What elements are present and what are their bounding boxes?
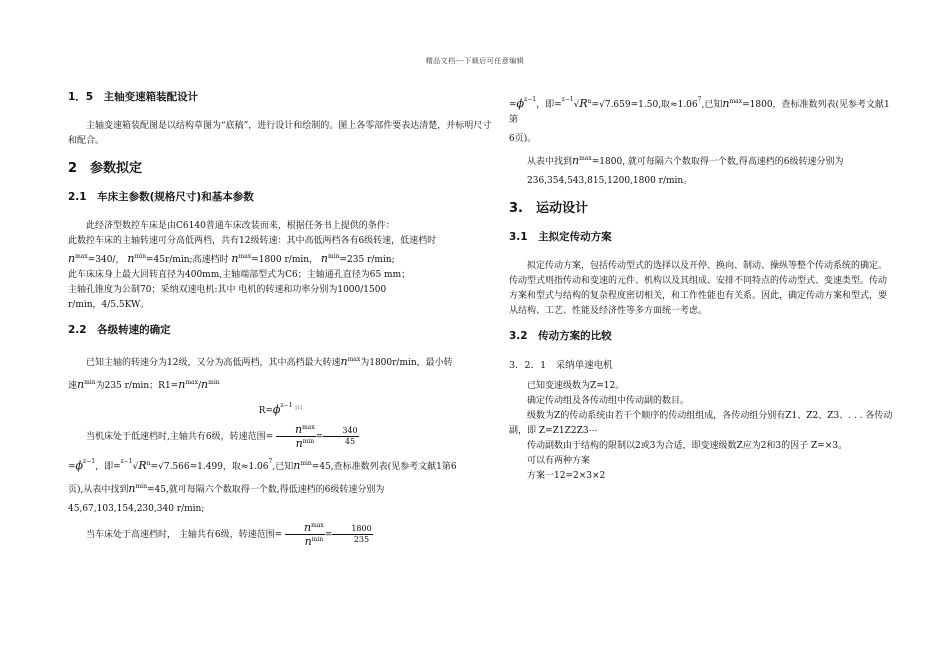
section-1-5-body: 主轴变速箱装配图是以结构草图为“底稿”，进行设计和绘制的。图上各零部件要表达清楚，并标明尺寸和配合。 <box>68 121 492 146</box>
fraction: $\frac{1800}{235}$ <box>332 524 372 545</box>
paragraph: 6页)。 <box>509 134 537 144</box>
low-speed-ratio: $=\phi^{z-1}$，即$=^{z-1}√R^n=√7.566=1.499$，取$\approx 1.06^7$,已知$n^{min}=45$,查标准数列表(见参考文献1第6 <box>68 458 457 472</box>
low-speed-range: 当机床处于低速档时,主轴共有6级，转速范围= $\frac{n^{max}}{n^{min}}$ = $\frac{340}{45}$ <box>86 423 358 450</box>
paragraph: 此经济型数控车床是由C6140普通车床改装而来，根据任务书上提供的条件： <box>86 221 395 231</box>
fraction: $\frac{n^{max}}{n^{min}}$ <box>285 521 325 548</box>
section-2-2-title: 2.2 各级转速的确定 <box>68 324 171 336</box>
section-2-title: 2 参数拟定 <box>68 161 143 176</box>
list-item: 级数为Z的传动系统由若干个顺序的传动组组成，各传动组分别有Z1、Z2、Z3、. . . 各传动副，即 Z=Z1Z2Z3⋯ <box>509 411 893 436</box>
right-column <box>509 88 894 484</box>
page-header: 精品文档---下载后可任意编辑 <box>425 57 525 65</box>
list-item: 方案一12=2×3×2 <box>527 471 606 481</box>
list-item: 可以有两种方案 <box>527 456 591 466</box>
paragraph: 已知主轴的转速分为12级，又分为高低两档，其中高档最大转速$n^{max}$为1800r/min，最小转 <box>86 355 453 368</box>
paragraph: 页),从表中找到$n^{min}=45$,就可每隔六个数取得一个数,得低速档的6级转速分别为 <box>68 482 385 495</box>
paragraph: 从表中找到$n^{max}=1800$, 就可每隔六个数取得一个数,得高速档的6级转速分别为 <box>527 154 844 167</box>
high-speed-list: 236,354,543,815,1200,1800 r/min。 <box>527 176 693 186</box>
list-item: 传动副数由于结构的限制以2或3为合适，即变速级数Z应为2和3的因子 Z=×3。 <box>527 441 848 451</box>
paragraph: 主轴孔锥度为公制70；采纳双速电机:其中 电机的转速和功率分别为1000/1500 <box>68 285 387 295</box>
section-3-2-1-title: 3．2．1 采纳单速电机 <box>509 360 613 371</box>
section-2-1-title: 2.1 车床主参数(规格尺寸)和基本参数 <box>68 191 254 203</box>
section-3-1-body: 拟定传动方案，包括传动型式的选择以及开停、换向、制动、操纵等整个传动系统的确定。传动型式则指传动和变速的元件、机构以及其组成、安排不同特点的传动型式、变速类型。传动方案和型式与结构的复杂程度密切相关，和工作性能也有关系。因此，确定传动方案和型式，要从结构、工艺、性能及经济性等多方面统一考虑。 <box>509 261 888 316</box>
formula-r: $R=\phi^{z-1}$ [1] <box>258 402 303 416</box>
list-item: 确定传动组及各传动组中传动副的数目。 <box>527 396 690 406</box>
speed-params-line: $n^{max}=340/$， $n^{min}=45r/\min$;高速档时 $n^{max}=1800$ r/min， $n^{min}=235$ r/min; <box>68 252 395 265</box>
paragraph: r/min，4/5.5KW。 <box>68 300 150 310</box>
section-3-title: 3. 运动设计 <box>509 201 588 216</box>
paragraph: 此车床床身上最大回转直径为400mm,主轴端部型式为C6；主轴通孔直径为65 mm； <box>68 270 411 280</box>
low-speed-list: 45,67,103,154,230,340 r/min; <box>68 504 205 514</box>
high-speed-ratio: $=\phi^{z-1}$，即$=^{z-1}√R^n=√7.659=1.50$,取$\approx 1.06^7$,已知$n^{max}=1800$，查标准数列表(见参考文献1第 <box>509 96 890 125</box>
high-speed-range: 当车床处于高速档时， 主轴共有6级，转速范围= $\frac{n^{max}}{n^{min}}$ = $\frac{1800}{235}$ <box>86 521 372 548</box>
section-3-2-title: 3.2 传动方案的比较 <box>509 330 612 342</box>
list-item: 已知变速级数为Z=12。 <box>527 381 625 391</box>
paragraph: 速$n^{min}$为235 r/min；$R1=n^{max}/n^{min}$ <box>68 378 220 391</box>
section-3-1-title: 3.1 主拟定传动方案 <box>509 231 612 243</box>
fraction: $\frac{n^{max}}{n^{min}}$ <box>276 423 316 450</box>
left-column <box>68 80 493 552</box>
fraction: $\frac{340}{45}$ <box>323 426 358 447</box>
section-1-5-title: 1．5 主轴变速箱装配设计 <box>68 91 199 103</box>
paragraph: 此数控车床的主轴转速可分高低两档，共有12级转速：其中高低两档各有6级转速，低速档时 <box>68 236 437 246</box>
